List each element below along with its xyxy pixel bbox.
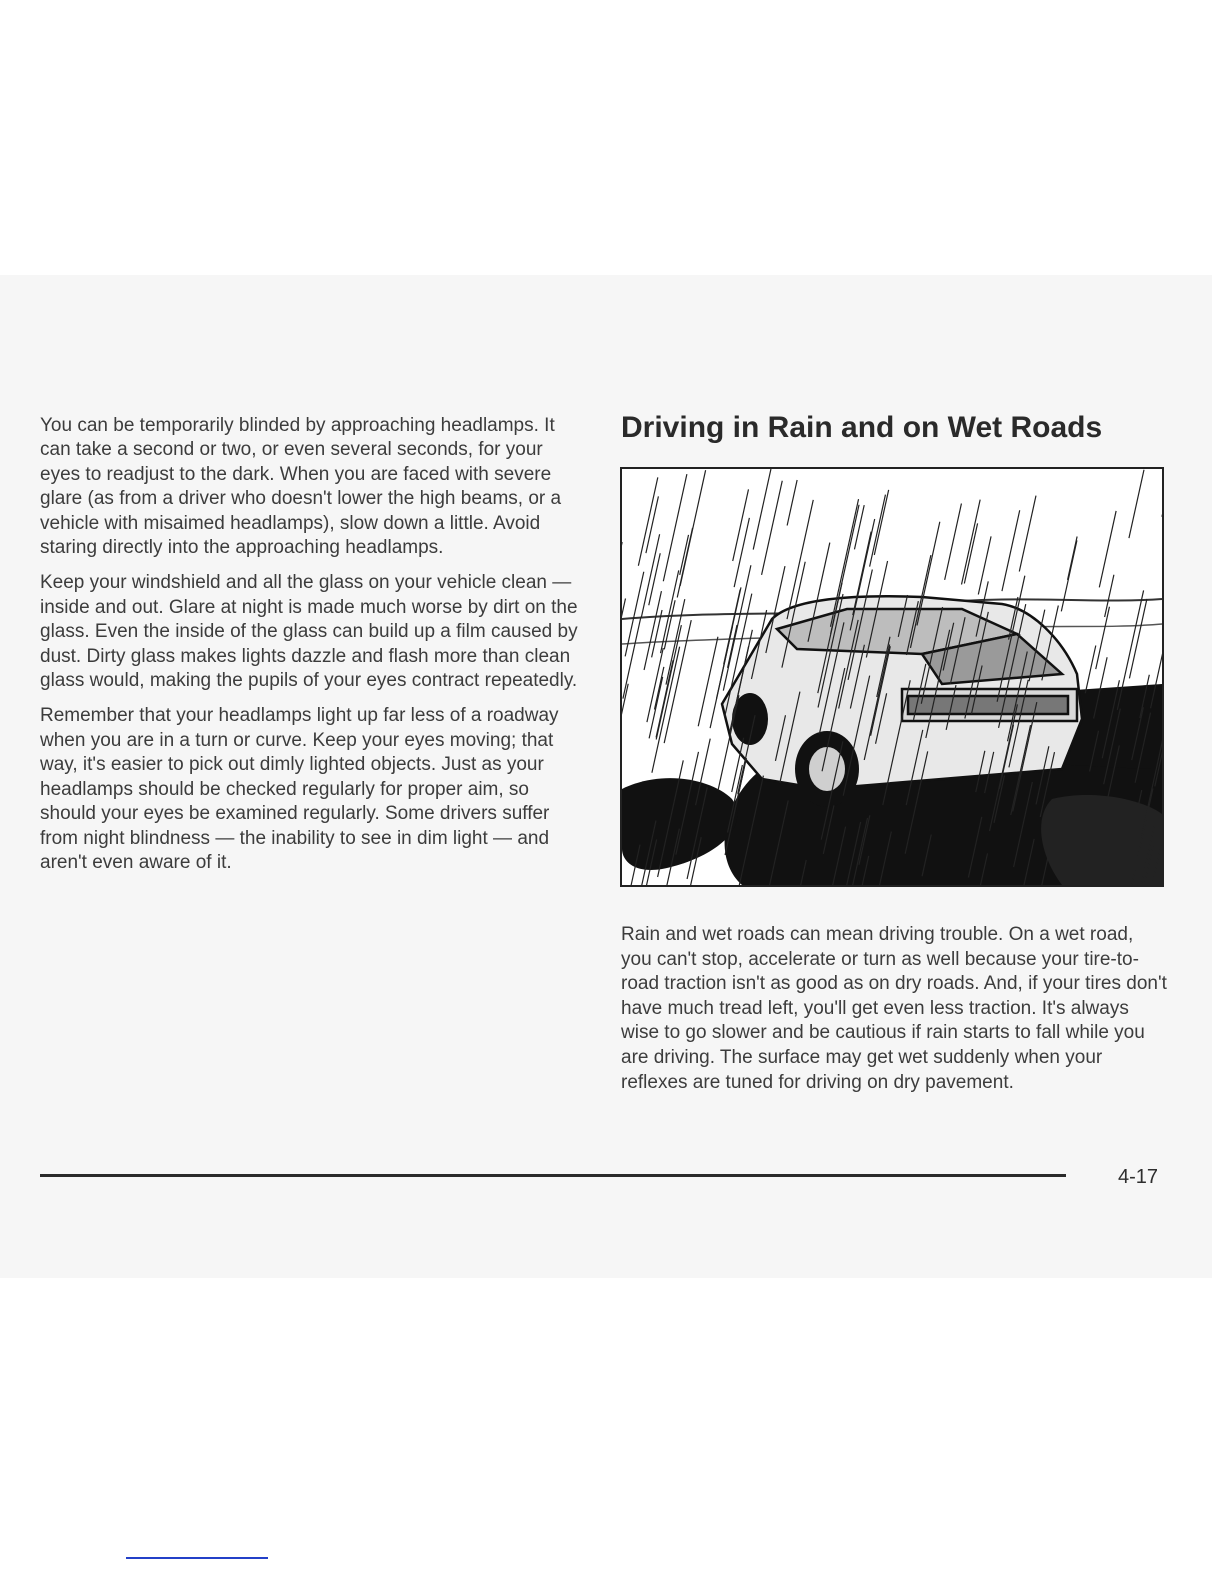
rain-streak <box>622 598 625 670</box>
rain-streak <box>638 477 657 565</box>
rain-streak <box>1105 575 1114 617</box>
footer-rule <box>40 1174 1066 1177</box>
paragraph-glare: You can be temporarily blinded by approaching headlamps. It can take a second or two, or even several seconds, for your eyes to readjust to the dark. When you are faced with severe glare (as from a driver who doesn't lower the high beams, or a vehicle with misaimed headlamps), slow down a little. Avoid staring directly into the approaching headlamps. <box>40 415 562 559</box>
rain-streak <box>1129 470 1144 538</box>
rain-streak <box>1068 536 1078 579</box>
rain-streak <box>961 500 980 585</box>
rain-streak <box>964 523 977 583</box>
page-number: 4-17 <box>1118 1166 1159 1188</box>
rain-streak <box>654 667 663 710</box>
right-column <box>621 923 1169 1095</box>
left-column <box>40 414 585 886</box>
rain-streak <box>1019 496 1036 572</box>
rain-streak <box>753 469 771 550</box>
rain-streak <box>623 617 641 699</box>
section-heading: Driving in Rain and on Wet Roads <box>621 411 1103 444</box>
car-in-rain-illustration <box>620 467 1164 887</box>
rain-streak <box>728 625 737 668</box>
rain-streak <box>734 518 749 587</box>
rain-streak <box>978 536 991 594</box>
paragraph-turns: Remember that your headlamps light up far less of a roadway when you are in a turn or curve. Keep your eyes moving; that way, it's easier to pick out dimly lighted objects. Just as your headlamps should be checked regularly for proper aim, so should your eyes be examined regularly. Some drivers suffer from night blindness — the inability to see in dim light — and aren't even aware of it. <box>40 705 559 873</box>
paragraph-windshield: Keep your windshield and all the glass on your vehicle clean — inside and out. Glare at night is made much worse by dirt on the glass. Even the inside of the glass can build up a film caused by dust. Dirty glass makes lights dazzle and flash more than clean glass would, making the pupils of your eyes contract repeatedly. <box>40 572 578 692</box>
rain-streak <box>733 489 749 561</box>
rain-streak <box>945 504 962 580</box>
bottom-link-underline[interactable] <box>126 1557 268 1559</box>
rain-streak <box>677 528 692 598</box>
rain-streak <box>663 474 687 581</box>
rain-streak <box>1002 510 1020 591</box>
rain-streak <box>641 534 659 618</box>
rain-streak <box>649 553 660 605</box>
rain-streak <box>874 490 888 555</box>
paragraph-rain: Rain and wet roads can mean driving trouble. On a wet road, you can't stop, accelerate or turn as well because your tire-to-road traction isn't as good as on dry roads. And, if your tires don't have much tread left, you'll get even less traction. It's always wise to go slower and be cautious if rain starts to fall while you are driving. The surface may get wet suddenly when your reflexes are tuned for driving on dry pavement. <box>621 924 1167 1093</box>
rain-streak <box>644 591 661 670</box>
rain-streak <box>1096 607 1110 669</box>
rain-streak <box>787 480 797 525</box>
